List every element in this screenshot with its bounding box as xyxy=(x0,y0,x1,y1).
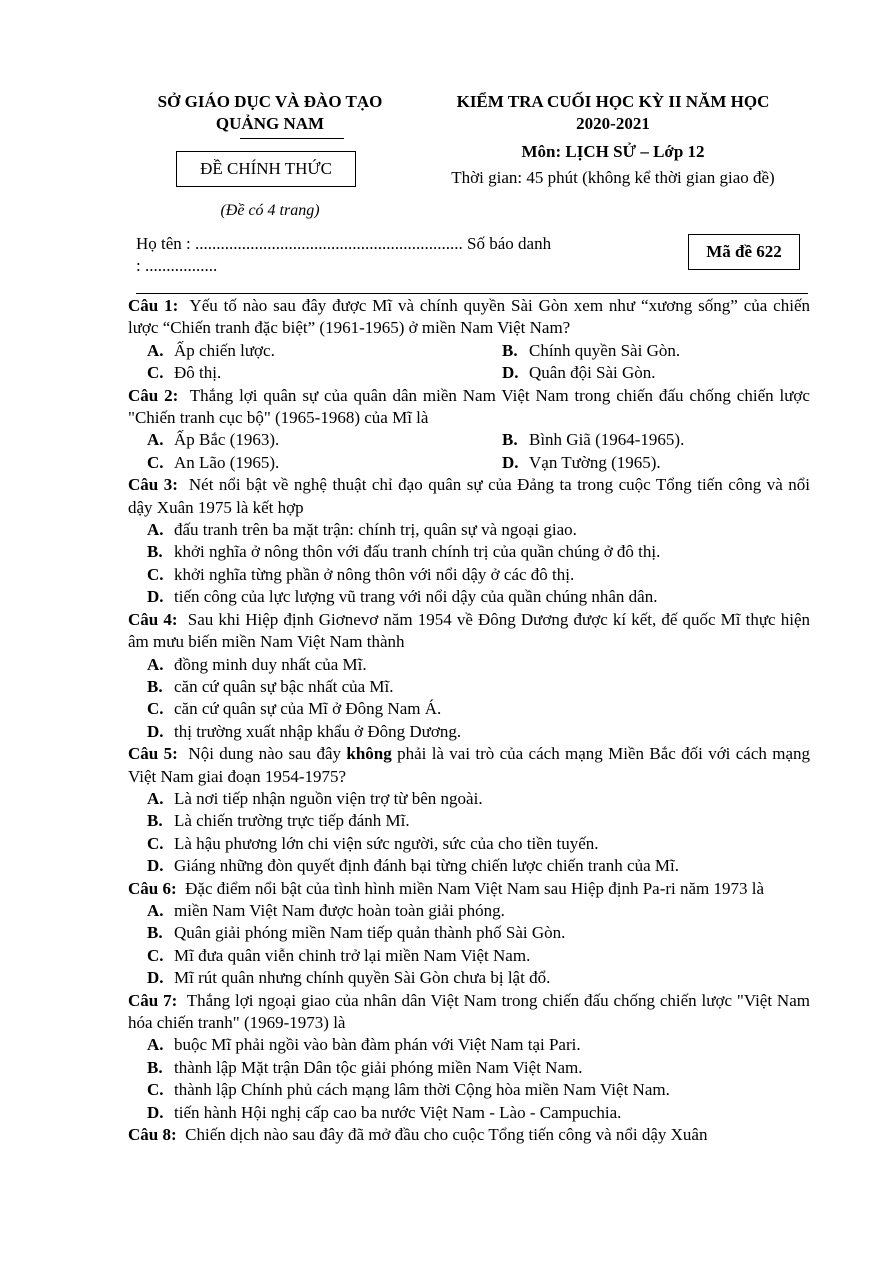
option[interactable] xyxy=(128,900,810,922)
question-number: Câu 6: xyxy=(128,878,177,898)
option-label: A. xyxy=(147,900,164,920)
exam-title-line2: 2020-2021 xyxy=(576,114,650,133)
official-exam-label: ĐỀ CHÍNH THỨC xyxy=(200,159,332,178)
question xyxy=(128,295,810,385)
option-text: Mĩ rút quân nhưng chính quyền Sài Gòn chưa bị lật đổ. xyxy=(174,968,551,988)
option-label: D. xyxy=(147,1102,164,1122)
option-text: Là nơi tiếp nhận nguồn viện trợ từ bên ngoài. xyxy=(174,788,483,808)
question-text-start: Nội dung nào sau đây xyxy=(188,744,347,764)
header-underline-left xyxy=(240,138,344,139)
option-text: Chính quyền Sài Gòn. xyxy=(529,340,681,360)
question-list xyxy=(128,295,810,1146)
option[interactable] xyxy=(128,698,810,720)
option-text: tiến công của lực lượng vũ trang với nổi dậy của quần chúng nhân dân. xyxy=(174,587,658,607)
option-text: đấu tranh trên ba mặt trận: chính trị, quân sự và ngoại giao. xyxy=(174,520,577,540)
option-text: đồng minh duy nhất của Mĩ. xyxy=(174,654,367,674)
option-label: D. xyxy=(147,721,164,741)
option[interactable] xyxy=(128,541,810,563)
option[interactable] xyxy=(128,945,810,967)
option[interactable] xyxy=(128,922,810,944)
option-text: thành lập Mặt trận Dân tộc giải phóng miền Nam Việt Nam. xyxy=(174,1057,583,1077)
option[interactable] xyxy=(502,452,810,474)
option-label: C. xyxy=(147,452,164,472)
header-separator xyxy=(136,293,808,294)
option-label: C. xyxy=(147,1080,164,1100)
option-list xyxy=(128,340,810,385)
question xyxy=(128,474,810,608)
option-label: A. xyxy=(147,788,164,808)
option[interactable] xyxy=(128,1079,810,1101)
question-number: Câu 4: xyxy=(128,609,178,629)
option[interactable] xyxy=(128,1102,810,1124)
question-text: Thắng lợi quân sự của quân dân miền Nam Việt Nam trong chiến đấu chống chiến lược "Chiến tranh cục bộ" (1965-1968) của Mĩ là xyxy=(128,385,810,428)
option-label: A. xyxy=(147,654,164,674)
option-label: A. xyxy=(147,340,164,360)
option-label: C. xyxy=(147,945,164,965)
question-emphasis: không xyxy=(346,744,392,764)
option-label: D. xyxy=(147,587,164,607)
option-text: Đô thị. xyxy=(174,363,222,383)
question xyxy=(128,878,810,990)
question xyxy=(128,609,810,743)
option[interactable] xyxy=(128,429,502,451)
option-label: A. xyxy=(147,430,164,450)
option-text: Vạn Tường (1965). xyxy=(529,452,661,472)
option-label: C. xyxy=(147,699,164,719)
option[interactable] xyxy=(128,967,810,989)
department-name-line1: SỞ GIÁO DỤC VÀ ĐÀO TẠO xyxy=(157,92,383,111)
option-text: miền Nam Việt Nam được hoàn toàn giải phóng. xyxy=(174,900,505,920)
option-text: Ấp chiến lược. xyxy=(174,340,275,360)
option[interactable] xyxy=(128,810,810,832)
option-label: B. xyxy=(147,676,163,696)
question xyxy=(128,1124,810,1146)
question-stem xyxy=(128,743,810,788)
option[interactable] xyxy=(128,519,810,541)
exam-title-line1: KIỂM TRA CUỐI HỌC KỲ II NĂM HỌC xyxy=(456,92,770,111)
option-list xyxy=(128,429,810,474)
department-name-line2: QUẢNG NAM xyxy=(215,114,325,133)
official-exam-box xyxy=(176,151,356,187)
option[interactable] xyxy=(502,429,810,451)
question xyxy=(128,990,810,1124)
option-label: D. xyxy=(147,856,164,876)
option[interactable] xyxy=(128,1034,810,1056)
candidate-number-line: : ................. xyxy=(136,256,218,275)
option[interactable] xyxy=(128,788,810,810)
question-number: Câu 5: xyxy=(128,744,178,764)
question xyxy=(128,743,810,877)
option[interactable] xyxy=(128,833,810,855)
option-label: B. xyxy=(502,340,518,360)
option-text: Ấp Bắc (1963). xyxy=(174,430,280,450)
question-number: Câu 2: xyxy=(128,385,179,405)
option-label: D. xyxy=(147,968,164,988)
option-text: An Lão (1965). xyxy=(174,452,280,472)
option[interactable] xyxy=(128,721,810,743)
question-text: Sau khi Hiệp định Giơnevơ năm 1954 về Đông Dương được kí kết, đế quốc Mĩ thực hiện âm mưu biến miền Nam Việt Nam thành xyxy=(128,609,810,652)
option-text: Là hậu phương lớn chi viện sức người, sức của cho tiền tuyến. xyxy=(174,833,599,853)
option-text: khởi nghĩa từng phần ở nông thôn với nổi dậy ở các đô thị. xyxy=(174,564,575,584)
option-label: B. xyxy=(147,1057,163,1077)
option-text: thị trường xuất nhập khẩu ở Đông Dương. xyxy=(174,721,462,741)
option[interactable] xyxy=(128,1057,810,1079)
option-text: Là chiến trường trực tiếp đánh Mĩ. xyxy=(174,811,410,831)
exam-code: Mã đề 622 xyxy=(706,242,782,261)
subject-title: Môn: LỊCH SỬ – Lớp 12 xyxy=(521,142,705,161)
option-label: C. xyxy=(147,564,164,584)
option-label: B. xyxy=(147,923,163,943)
page-count-note: (Đề có 4 trang) xyxy=(220,202,320,219)
option-label: D. xyxy=(502,452,519,472)
question-stem xyxy=(128,609,810,654)
option-text: Quân đội Sài Gòn. xyxy=(529,363,656,383)
question xyxy=(128,385,810,475)
option[interactable] xyxy=(128,855,810,877)
question-stem xyxy=(128,295,810,340)
exam-code-box xyxy=(688,234,800,270)
question-number: Câu 8: xyxy=(128,1125,177,1145)
option-text: buộc Mĩ phải ngồi vào bàn đàm phán với Việt Nam tại Pari. xyxy=(174,1035,581,1055)
question-number: Câu 1: xyxy=(128,296,179,315)
option-text: căn cứ quân sự bậc nhất của Mĩ. xyxy=(174,676,394,696)
option-text: Bình Giã (1964-1965). xyxy=(529,430,685,450)
question-text: Yếu tố nào sau đây được Mĩ và chính quyền Sài Gòn xem như “xương sống” của chiến lược “Chiến tranh đặc biệt” (1961-1965) ở miền Nam Việt Nam? xyxy=(128,296,810,338)
question-stem xyxy=(128,474,810,519)
question-number: Câu 3: xyxy=(128,475,178,495)
option-text: Mĩ đưa quân viễn chinh trở lại miền Nam Việt Nam. xyxy=(174,945,531,965)
question-text: Thắng lợi ngoại giao của nhân dân Việt Nam trong chiến đấu chống chiến lược "Việt Nam hóa chiến tranh" (1969-1973) là xyxy=(128,990,810,1032)
option-label: A. xyxy=(147,1035,164,1055)
question-text: Đặc điểm nổi bật của tình hình miền Nam Việt Nam sau Hiệp định Pa-ri năm 1973 là xyxy=(185,878,765,898)
question-stem xyxy=(128,1124,810,1146)
question-text: Chiến dịch nào sau đây đã mở đầu cho cuộc Tổng tiến công và nổi dậy Xuân xyxy=(185,1125,708,1145)
exam-duration: Thời gian: 45 phút (không kể thời gian giao đề) xyxy=(451,168,775,187)
option-label: B. xyxy=(502,430,518,450)
question-text-end: phải là vai trò của cách mạng Miền Bắc đối với cách mạng Việt Nam giai đoạn 1954-1975? xyxy=(128,744,810,786)
question-stem xyxy=(128,878,810,900)
option[interactable] xyxy=(128,564,810,586)
option[interactable] xyxy=(502,362,810,384)
option-text: căn cứ quân sự của Mĩ ở Đông Nam Á. xyxy=(174,699,442,719)
question-stem xyxy=(128,990,810,1035)
option-label: B. xyxy=(147,811,163,831)
option-text: khởi nghĩa ở nông thôn với đấu tranh chính trị của quần chúng ở đô thị. xyxy=(174,542,661,562)
option-label: C. xyxy=(147,833,164,853)
option[interactable] xyxy=(128,340,502,362)
option-text: Quân giải phóng miền Nam tiếp quản thành phố Sài Gòn. xyxy=(174,923,566,943)
option-text: thành lập Chính phủ cách mạng lâm thời Cộng hòa miền Nam Việt Nam. xyxy=(174,1080,670,1100)
option[interactable] xyxy=(128,676,810,698)
option-label: D. xyxy=(502,363,519,383)
option[interactable] xyxy=(128,362,502,384)
option[interactable] xyxy=(128,452,502,474)
option[interactable] xyxy=(128,586,810,608)
question-text: Nét nổi bật về nghệ thuật chỉ đạo quân sự của Đảng ta trong cuộc Tổng tiến công và nổi dậy Xuân 1975 là kết hợp xyxy=(128,475,810,517)
option[interactable] xyxy=(502,340,810,362)
option-text: Giáng những đòn quyết định đánh bại từng chiến lược chiến tranh của Mĩ. xyxy=(174,856,679,876)
question-stem xyxy=(128,385,810,430)
option-label: B. xyxy=(147,542,163,562)
question-number: Câu 7: xyxy=(128,990,178,1010)
option-text: tiến hành Hội nghị cấp cao ba nước Việt Nam - Lào - Campuchia. xyxy=(174,1102,622,1122)
candidate-name-line: Họ tên : ............................................................... Số báo danh xyxy=(136,234,552,253)
option-label: C. xyxy=(147,363,164,383)
option[interactable] xyxy=(128,654,810,676)
option-label: A. xyxy=(147,520,164,540)
